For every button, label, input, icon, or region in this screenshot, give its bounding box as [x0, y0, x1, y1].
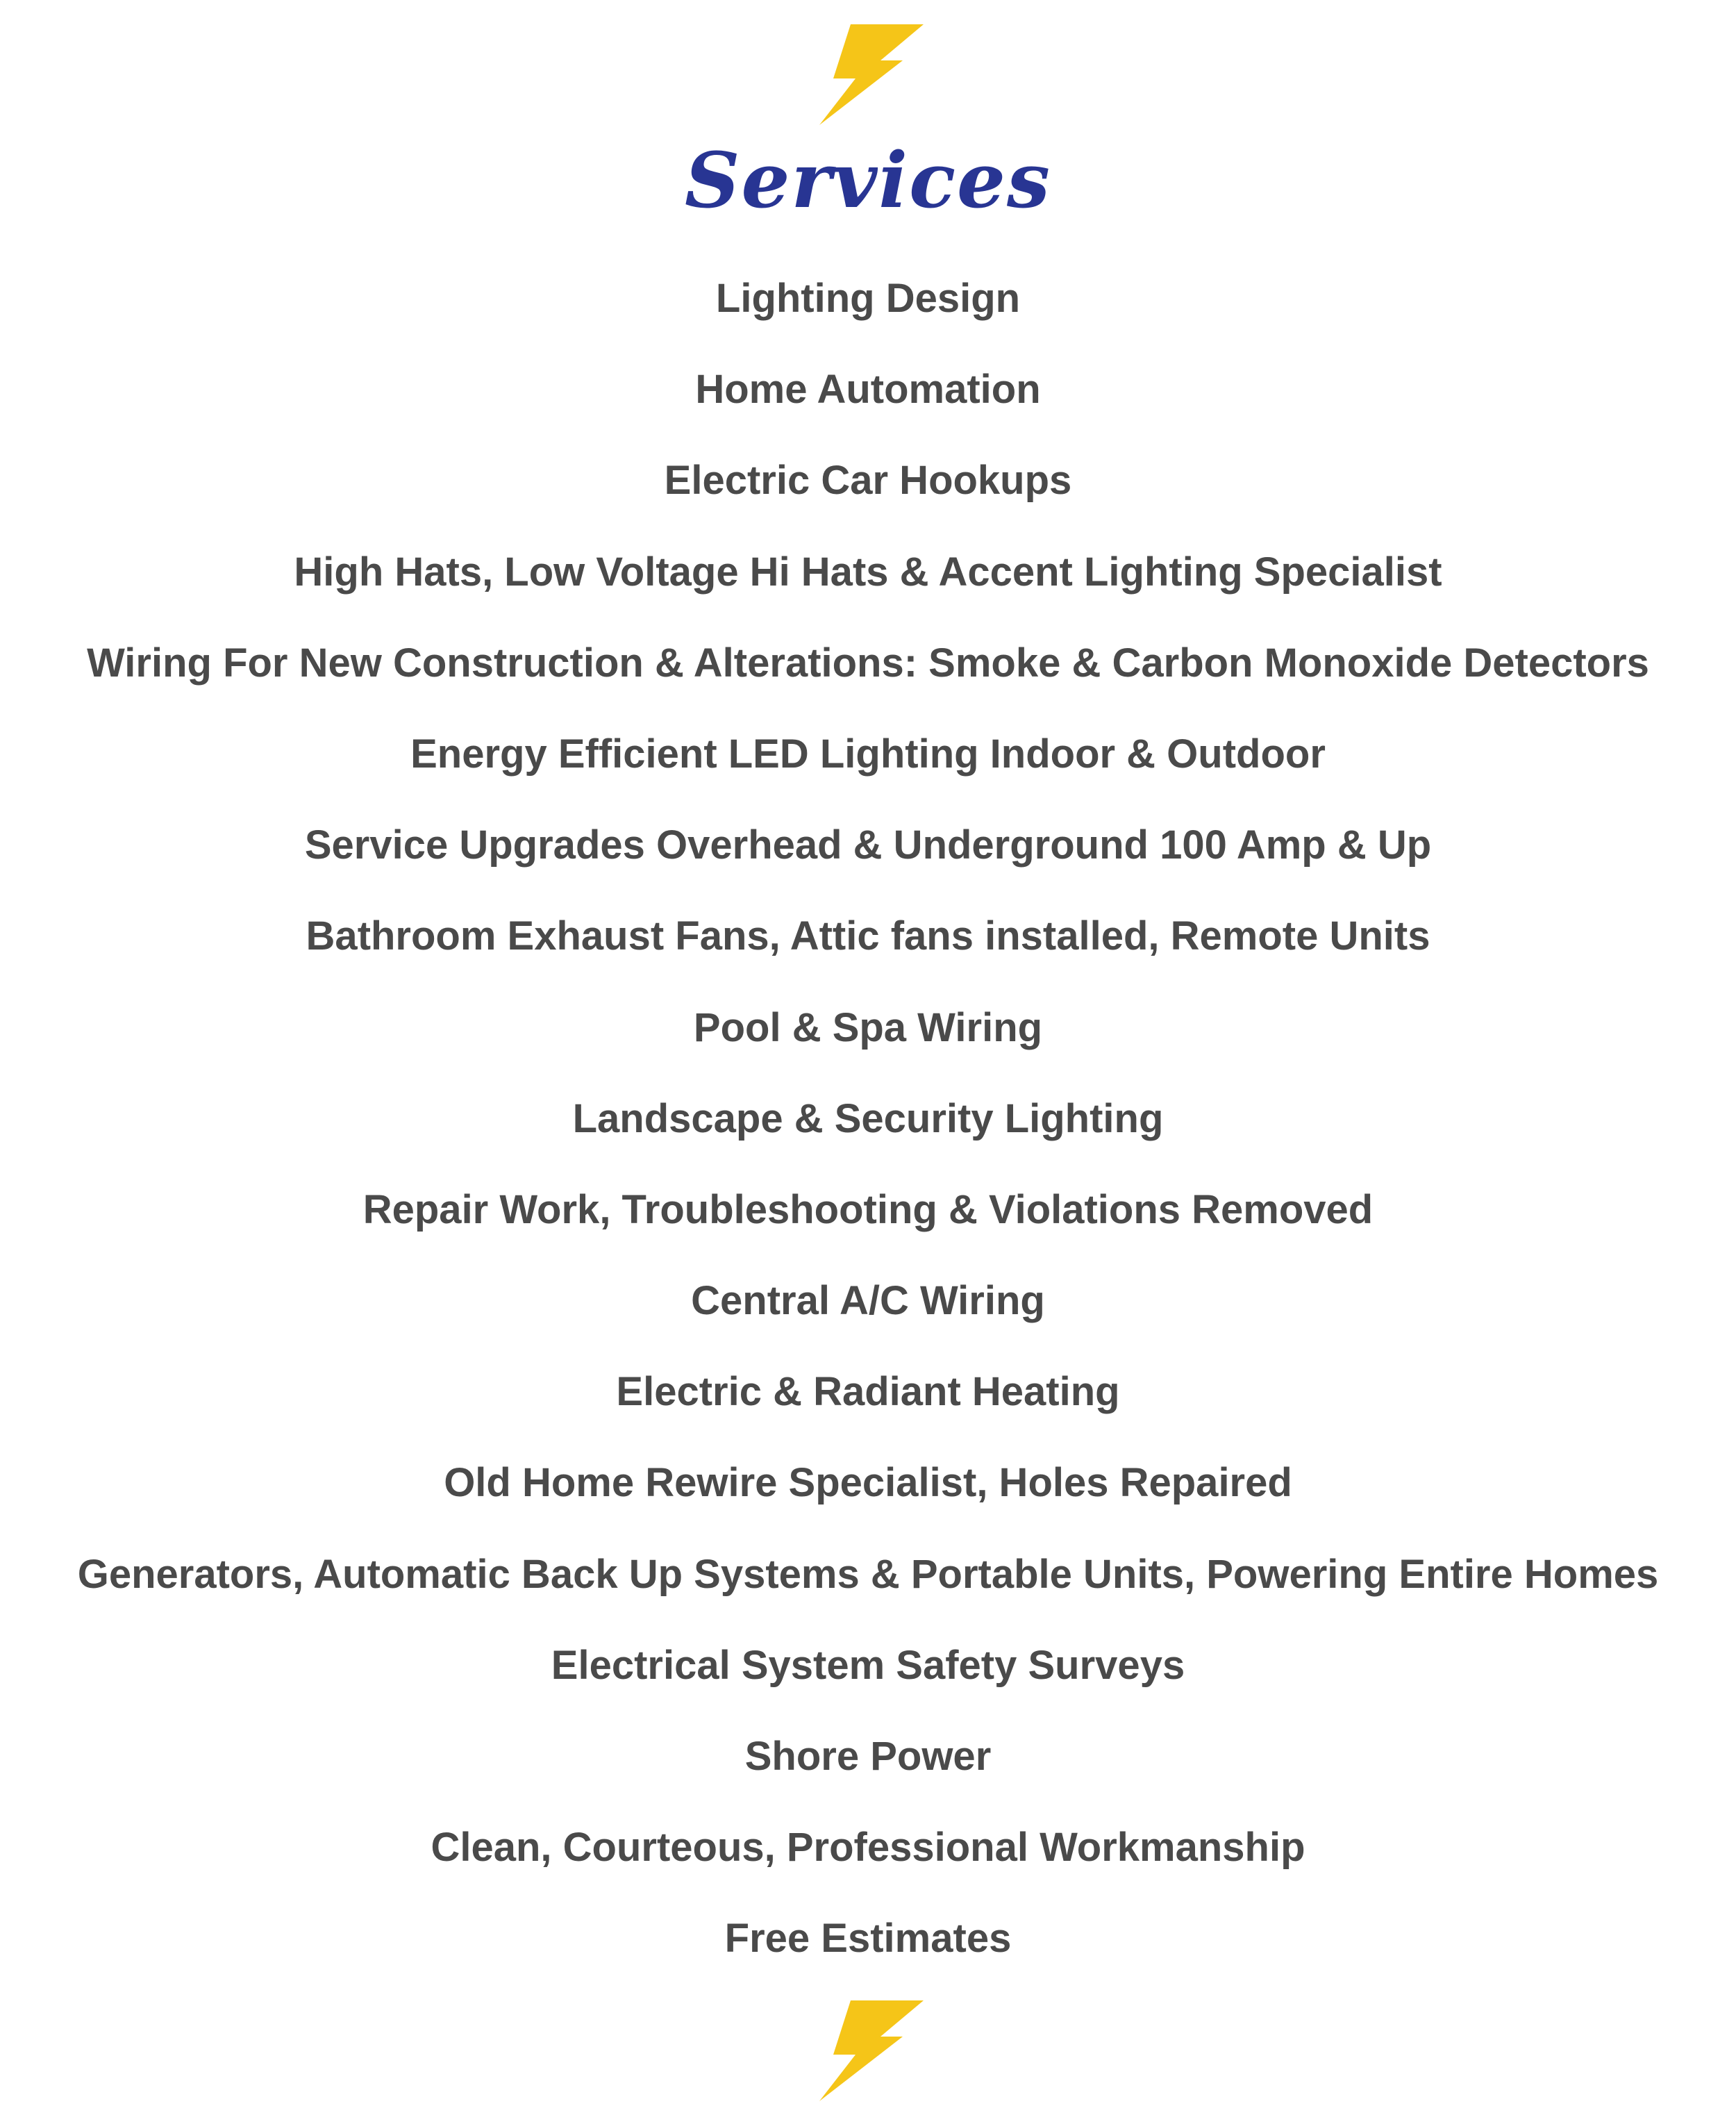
list-item: Old Home Rewire Specialist, Holes Repaired	[444, 1460, 1292, 1506]
list-item: Lighting Design	[715, 276, 1021, 321]
list-item: Free Estimates	[724, 1916, 1012, 1962]
list-item: Electrical System Safety Surveys	[551, 1642, 1185, 1688]
list-item: Wiring For New Construction & Alterations: Smoke & Carbon Monoxide Detectors	[87, 640, 1649, 686]
list-item: Repair Work, Troubleshooting & Violations Removed	[362, 1186, 1374, 1232]
list-item: Home Automation	[695, 367, 1041, 413]
lightning-bolt-icon	[812, 2000, 924, 2101]
list-item: Clean, Courteous, Professional Workmanship	[431, 1825, 1305, 1871]
list-item: Central A/C Wiring	[691, 1278, 1045, 1324]
list-item: Bathroom Exhaust Fans, Attic fans installed, Remote Units	[306, 913, 1430, 959]
lightning-bolt-icon	[812, 24, 924, 125]
page-title: Services	[685, 135, 1051, 225]
list-item: Electric & Radiant Heating	[616, 1369, 1120, 1415]
services-list	[0, 264, 1736, 1996]
list-item: Landscape & Security Lighting	[572, 1095, 1164, 1141]
list-item: Generators, Automatic Back Up Systems & Portable Units, Powering Entire Homes	[77, 1551, 1659, 1597]
list-item: Electric Car Hookups	[664, 458, 1072, 504]
list-item: Energy Efficient LED Lighting Indoor & Outdoor	[410, 731, 1326, 777]
list-item: Pool & Spa Wiring	[693, 1004, 1043, 1050]
list-item: Service Upgrades Overhead & Underground 100 Amp & Up	[304, 822, 1432, 868]
list-item: Shore Power	[744, 1734, 992, 1779]
list-item: High Hats, Low Voltage Hi Hats & Accent Lighting Specialist	[294, 549, 1442, 595]
